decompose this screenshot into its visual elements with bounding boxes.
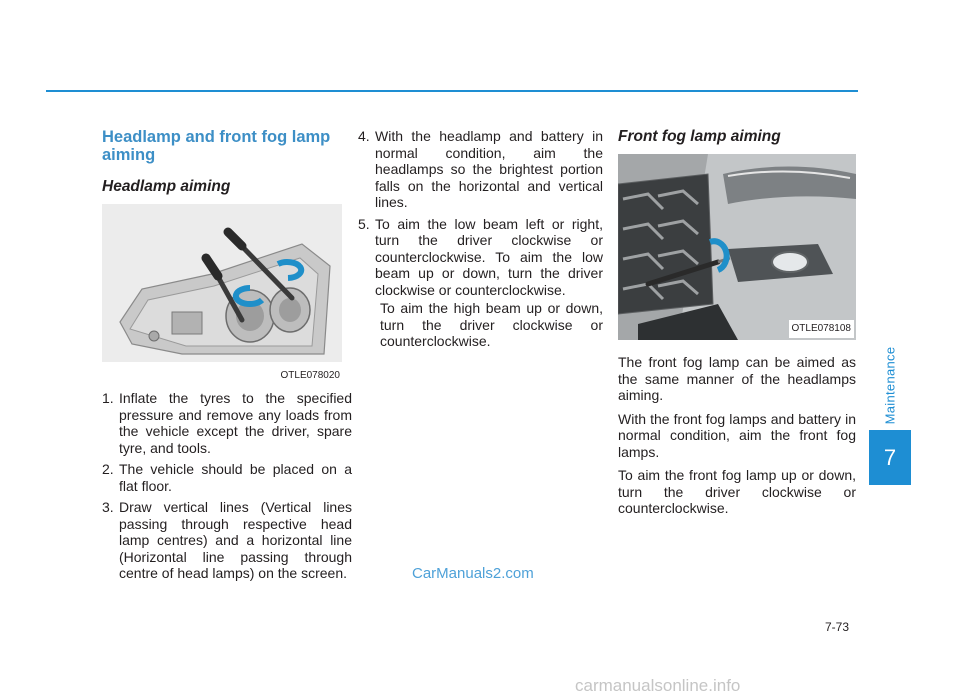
page-number: 7-73 (825, 620, 850, 634)
figure-code: OTLE078020 (279, 368, 343, 385)
column-left (102, 128, 352, 587)
fog-lamp-figure (618, 154, 856, 340)
fog-paragraph: To aim the front fog lamp up or down, turn the driver clockwise or counterclockwise. (618, 467, 856, 516)
headlamp-subtitle: Headlamp aiming (102, 178, 231, 195)
column-right (618, 128, 856, 524)
watermark-link[interactable]: CarManuals2.com (412, 565, 534, 582)
list-item: 3. Draw vertical lines (Vertical lines passing through respective head lamp centres) and a horizontal line (Horizontal line passing through centre of head lamps) on the screen. (102, 499, 352, 581)
section-side-label: Maintenance (882, 346, 898, 424)
fog-subtitle: Front fog lamp aiming (618, 128, 781, 145)
section-title: Headlamp and front fog lamp aiming (102, 128, 331, 164)
figure-code: OTLE078108 (789, 320, 855, 339)
list-item: 5. To aim the low beam left or right, turn the driver clockwise or counterclockwise. To aim the low beam up or down, turn the driver clockwise or counterclockwise. (358, 215, 603, 298)
chapter-number: 7 (883, 444, 897, 470)
fog-paragraph: With the front fog lamps and battery in normal condition, aim the front fog lamps. (618, 410, 856, 460)
list-item: 4. With the headlamp and battery in normal condition, aim the headlamps so the brightest portion falls on the horizontal and vertical lines. (358, 128, 603, 210)
chapter-tab[interactable] (869, 430, 911, 485)
steps-list (102, 390, 352, 582)
footer-watermark: carmanualsonline.info (575, 676, 741, 695)
header-rule (46, 90, 858, 92)
list-item: 2. The vehicle should be placed on a flat floor. (102, 461, 352, 494)
fog-paragraph: The front fog lamp can be aimed as the same manner of the headlamps aiming. (618, 354, 856, 403)
list-item: 1. Inflate the tyres to the specified pressure and remove any loads from the vehicle except the driver, spare tyre, and tools. (102, 390, 352, 456)
headlamp-figure (102, 204, 342, 381)
steps-list-continued (358, 128, 603, 298)
high-beam-note: To aim the high beam up or down, turn the driver clockwise or counterclockwise. (380, 300, 603, 349)
column-middle (358, 128, 603, 350)
fog-lamp-illustration (618, 154, 856, 340)
headlamp-illustration (102, 204, 342, 362)
